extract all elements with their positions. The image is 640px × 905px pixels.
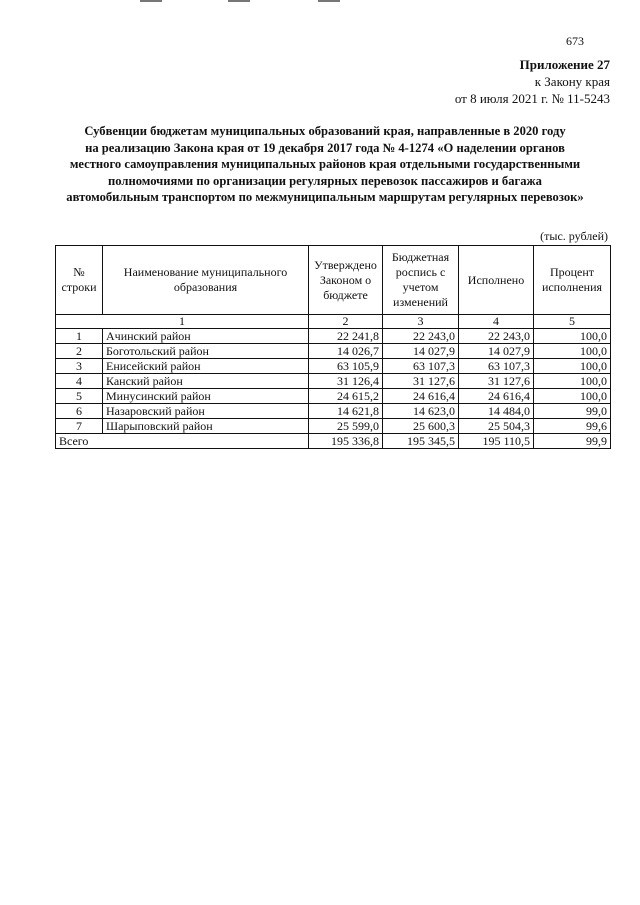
scan-artifact <box>140 0 162 2</box>
approved-value: 63 105,9 <box>309 359 383 374</box>
executed-value: 22 243,0 <box>459 329 534 344</box>
budget-value: 14 027,9 <box>383 344 459 359</box>
executed-value: 14 484,0 <box>459 404 534 419</box>
units-label: (тыс. рублей) <box>540 229 608 243</box>
municipality-name: Енисейский район <box>103 359 309 374</box>
header-row-number: № строки <box>56 246 103 315</box>
total-row <box>56 434 611 449</box>
total-label: Всего <box>56 434 309 449</box>
column-number-row <box>56 315 611 329</box>
title-line: местного самоуправления муниципальных районов края отдельными государственными <box>69 157 581 172</box>
total-executed: 195 110,5 <box>459 434 534 449</box>
row-number: 4 <box>56 374 103 389</box>
table-row <box>56 404 611 419</box>
budget-value: 24 616,4 <box>383 389 459 404</box>
municipality-name: Канский район <box>103 374 309 389</box>
budget-value: 22 243,0 <box>383 329 459 344</box>
budget-value: 31 127,6 <box>383 374 459 389</box>
budget-value: 14 623,0 <box>383 404 459 419</box>
title-line: автомобильным транспортом по межмуниципальным маршрутам регулярных перевозок» <box>66 190 584 205</box>
header-budget-schedule: Бюджетная роспись с учетом изменений <box>383 246 459 315</box>
row-number: 5 <box>56 389 103 404</box>
appendix-law-date: от 8 июля 2021 г. № 11-5243 <box>454 91 610 106</box>
document-title <box>40 123 610 206</box>
municipality-name: Назаровский район <box>103 404 309 419</box>
total-percent: 99,9 <box>534 434 611 449</box>
table-row <box>56 389 611 404</box>
row-number: 1 <box>56 329 103 344</box>
header-approved: Утверждено Законом о бюджете <box>309 246 383 315</box>
percent-value: 100,0 <box>534 329 611 344</box>
approved-value: 22 241,8 <box>309 329 383 344</box>
total-approved: 195 336,8 <box>309 434 383 449</box>
table-header-row <box>56 246 611 315</box>
municipality-name: Ачинский район <box>103 329 309 344</box>
page-number: 673 <box>566 34 584 48</box>
header-executed: Исполнено <box>459 246 534 315</box>
approved-value: 31 126,4 <box>309 374 383 389</box>
appendix-block <box>455 56 610 107</box>
percent-value: 100,0 <box>534 359 611 374</box>
percent-value: 99,0 <box>534 404 611 419</box>
executed-value: 24 616,4 <box>459 389 534 404</box>
budget-value: 25 600,3 <box>383 419 459 434</box>
percent-value: 100,0 <box>534 389 611 404</box>
row-number: 3 <box>56 359 103 374</box>
title-line: полномочиями по организации регулярных перевозок пассажиров и багажа <box>108 173 542 188</box>
table-row <box>56 344 611 359</box>
executed-value: 25 504,3 <box>459 419 534 434</box>
executed-value: 14 027,9 <box>459 344 534 359</box>
title-line: на реализацию Закона края от 19 декабря 2017 года № 4-1274 «О наделении органов <box>85 140 565 155</box>
approved-value: 24 615,2 <box>309 389 383 404</box>
scan-artifact <box>228 0 250 2</box>
column-number: 4 <box>459 315 534 329</box>
table-row <box>56 329 611 344</box>
total-budget: 195 345,5 <box>383 434 459 449</box>
approved-value: 25 599,0 <box>309 419 383 434</box>
column-number: 5 <box>534 315 611 329</box>
column-number: 2 <box>309 315 383 329</box>
executed-value: 63 107,3 <box>459 359 534 374</box>
percent-value: 100,0 <box>534 374 611 389</box>
header-municipality-name: Наименование муниципального образования <box>103 246 309 315</box>
percent-value: 100,0 <box>534 344 611 359</box>
percent-value: 99,6 <box>534 419 611 434</box>
column-number: 1 <box>56 315 309 329</box>
header-execution-percent: Процент исполнения <box>534 246 611 315</box>
subsidies-table <box>55 245 611 449</box>
executed-value: 31 127,6 <box>459 374 534 389</box>
approved-value: 14 026,7 <box>309 344 383 359</box>
row-number: 6 <box>56 404 103 419</box>
budget-value: 63 107,3 <box>383 359 459 374</box>
appendix-title: Приложение 27 <box>519 57 610 72</box>
table-row <box>56 419 611 434</box>
municipality-name: Боготольский район <box>103 344 309 359</box>
title-line: Субвенции бюджетам муниципальных образований края, направленные в 2020 году <box>84 124 566 138</box>
approved-value: 14 621,8 <box>309 404 383 419</box>
appendix-law-ref: к Закону края <box>534 74 610 89</box>
row-number: 2 <box>56 344 103 359</box>
table-row <box>56 359 611 374</box>
municipality-name: Шарыповский район <box>103 419 309 434</box>
scan-artifact <box>318 0 340 2</box>
column-number: 3 <box>383 315 459 329</box>
row-number: 7 <box>56 419 103 434</box>
municipality-name: Минусинский район <box>103 389 309 404</box>
table-row <box>56 374 611 389</box>
